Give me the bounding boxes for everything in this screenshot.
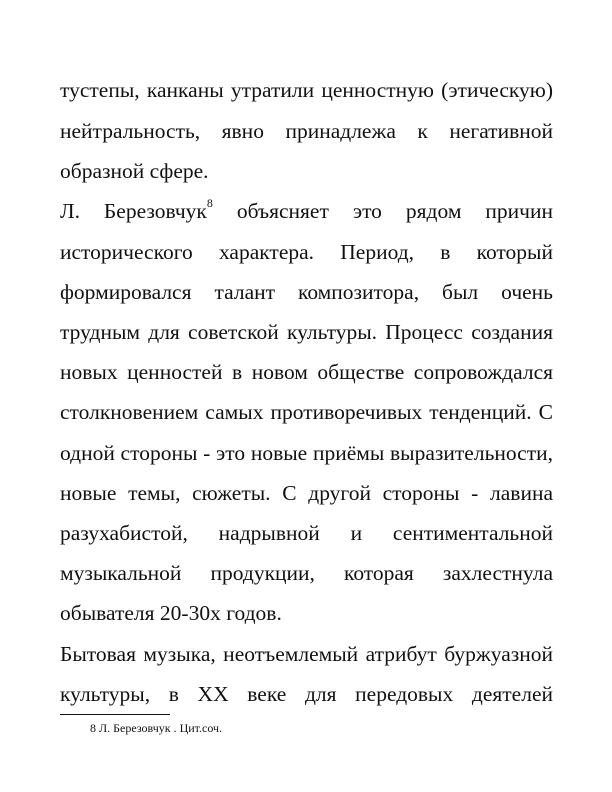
footnote-separator xyxy=(60,714,170,715)
text-line-11: новые темы, сюжеты. С другой стороны - лавина xyxy=(60,481,553,505)
text-line-1: тустепы, канканы утратили ценностную (этическую) xyxy=(60,78,553,102)
text-line-10: одной стороны - это новые приёмы выразительности, xyxy=(60,441,553,465)
text-line-16: культуры, в XX веке для передовых деятелей xyxy=(60,682,553,706)
text-line-15: Бытовая музыка, неотъемлемый атрибут буржуазной xyxy=(60,642,553,666)
text-line-8: новых ценностей в новом обществе сопровождался xyxy=(60,360,553,384)
author-name: Л. Березовчук xyxy=(60,199,207,223)
text-line-3: образной сфере. xyxy=(60,159,209,183)
text-line-4-rest: объясняет это рядом причин xyxy=(236,199,553,223)
text-line-14: обывателя 20-30х годов. xyxy=(60,601,282,625)
text-line-9: столкновением самых противоречивых тенденций. С xyxy=(60,400,553,424)
text-line-2: нейтральность, явно принадлежа к негативной xyxy=(60,119,553,143)
text-line-4 xyxy=(60,195,553,224)
text-line-7: трудным для советской культуры. Процесс создания xyxy=(60,320,553,344)
text-line-5: исторического характера. Период, в который xyxy=(60,240,553,264)
text-line-6: формировался талант композитора, был очень xyxy=(60,280,553,304)
footnote-reference: 8 xyxy=(206,195,213,210)
text-line-12: разухабистой, надрывной и сентиментальной xyxy=(60,521,553,545)
footnote-text: 8 Л. Березовчук . Цит.соч. xyxy=(90,721,223,735)
text-line-13: музыкальной продукции, которая захлестнула xyxy=(60,561,553,585)
